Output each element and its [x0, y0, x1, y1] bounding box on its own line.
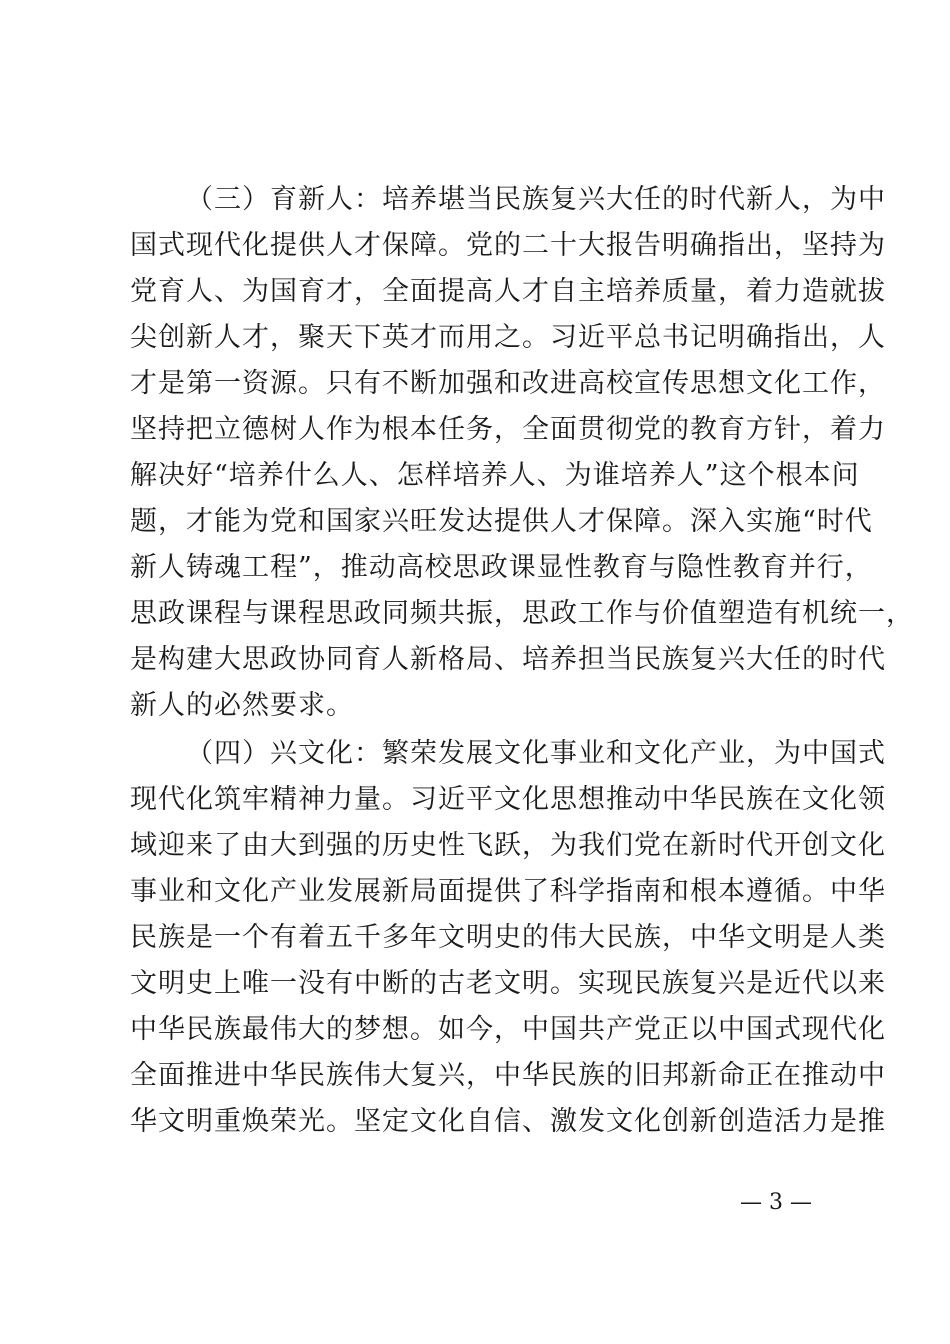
- text-line: 新人的必然要求。: [130, 690, 354, 721]
- text-line: 域迎来了由大到强的历史性飞跃，为我们党在新时代开创文化: [130, 830, 886, 861]
- text-line: 华文明重焕荣光。坚定文化自信、激发文化创新创造活力是推: [130, 1106, 886, 1137]
- text-line: 全面推进中华民族伟大复兴，中华民族的旧邦新命正在推动中: [130, 1060, 886, 1091]
- text-line: （四）兴文化：繁荣发展文化事业和文化产业，为中国式: [186, 738, 886, 769]
- page-number: — 3 —: [740, 1190, 812, 1215]
- text-line: 国式现代化提供人才保障。党的二十大报告明确指出，坚持为: [130, 230, 886, 261]
- text-line: （三）育新人：培养堪当民族复兴大任的时代新人，为中: [186, 184, 886, 215]
- text-line: 坚持把立德树人作为根本任务，全面贯彻党的教育方针，着力: [130, 414, 886, 445]
- text-line: 文明史上唯一没有中断的古老文明。实现民族复兴是近代以来: [130, 968, 886, 999]
- text-line: 题，才能为党和国家兴旺发达提供人才保障。深入实施“时代: [130, 506, 873, 537]
- text-line: 是构建大思政协同育人新格局、培养担当民族复兴大任的时代: [130, 644, 886, 675]
- text-line: 现代化筑牢精神力量。习近平文化思想推动中华民族在文化领: [130, 784, 886, 815]
- text-line: 民族是一个有着五千多年文明史的伟大民族，中华文明是人类: [130, 922, 886, 953]
- text-line: 党育人、为国育才，全面提高人才自主培养质量，着力造就拔: [130, 276, 886, 307]
- text-line: 才是第一资源。只有不断加强和改进高校宣传思想文化工作，: [130, 368, 886, 399]
- text-line: 尖创新人才，聚天下英才而用之。习近平总书记明确指出，人: [130, 322, 886, 353]
- text-line: 事业和文化产业发展新局面提供了科学指南和根本遵循。中华: [130, 876, 886, 907]
- text-line: 解决好“培养什么人、怎样培养人、为谁培养人”这个根本问: [130, 460, 860, 491]
- text-line: 新人铸魂工程”，推动高校思政课显性教育与隐性教育并行，: [130, 552, 873, 583]
- text-line: 中华民族最伟大的梦想。如今，中国共产党正以中国式现代化: [130, 1014, 886, 1045]
- text-line: 思政课程与课程思政同频共振，思政工作与价值塑造有机统一，: [130, 598, 914, 629]
